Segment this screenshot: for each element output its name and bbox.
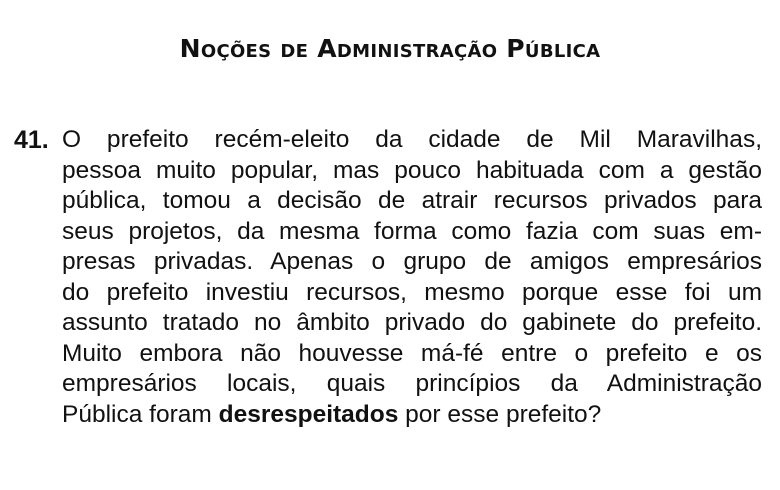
question-line: presas privadas. Apenas o grupo de amigos empresários	[62, 248, 762, 275]
question-line: seus projetos, da mesma forma como fazia com suas em-	[62, 217, 762, 245]
question-line: pública, tomou a decisão de atrair recursos privados para	[62, 187, 762, 214]
question-line: Muito embora não houvesse má-fé entre o prefeito e os	[62, 339, 762, 367]
question-line: empresários locais, quais princípios da Administração	[62, 370, 762, 397]
question-line: do prefeito investiu recursos, mesmo porque esse foi um	[62, 278, 762, 306]
question-text	[62, 125, 762, 430]
question-line: O prefeito recém-eleito da cidade de Mil Maravilhas,	[62, 126, 762, 153]
question-emphasis: desrespeitados	[218, 400, 399, 428]
question-number: 41.	[14, 126, 49, 154]
question-last-line-end: por esse prefeito?	[405, 400, 602, 428]
question-last-line-start: Pública foram	[62, 400, 212, 428]
question-line: pessoa muito popular, mas pouco habituada com a gestão	[62, 156, 762, 184]
question-last-line	[62, 400, 762, 431]
question-line: assunto tratado no âmbito privado do gabinete do prefeito.	[62, 309, 762, 336]
section-title: Noções de Administração Pública	[179, 34, 601, 63]
